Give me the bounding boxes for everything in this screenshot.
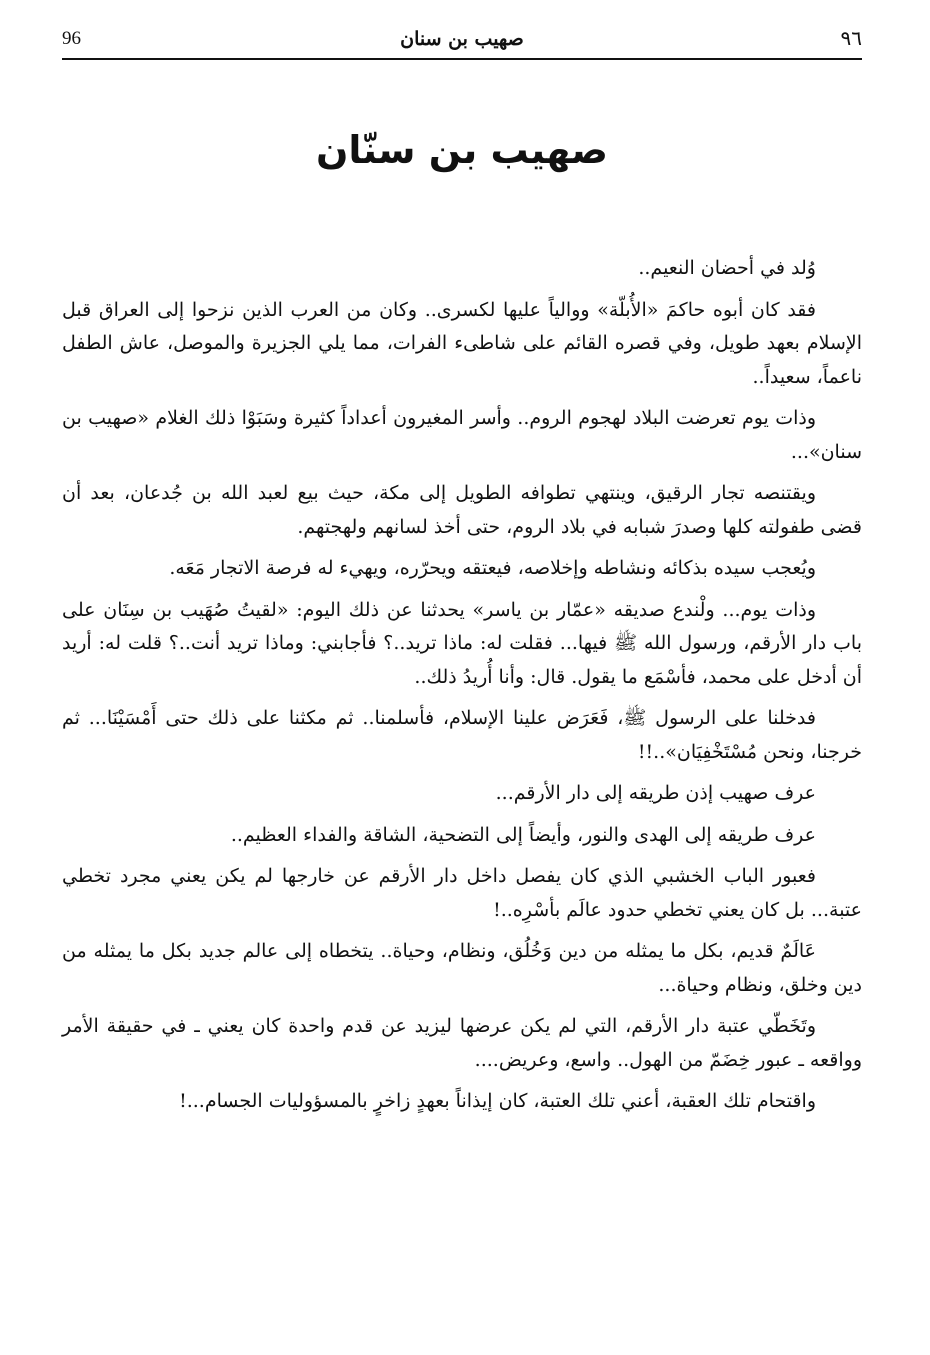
- paragraph: واقتحام تلك العقبة، أعني تلك العتبة، كان إيذاناً بعهدٍ زاخرٍ بالمسؤوليات الجسام...!: [179, 1090, 816, 1112]
- paragraph: وُلد في أحضان النعيم..: [638, 257, 816, 279]
- body-text: [62, 252, 862, 1127]
- paragraph: فقد كان أبوه حاكمَ «الأُبلّة» ووالياً عليها لكسرى.. وكان من العرب الذين نزحوا إلى العراق قبل الإسلام بعهد طويل، وفي قصره القائم على شاطىء الفرات، مما يلي الجزيرة والموصل، عاش الطفل ناعماً، سعيداً..: [62, 298, 862, 388]
- running-header: [62, 22, 862, 62]
- chapter-title: صهيب بن سنّان: [315, 128, 609, 172]
- paragraph: وتَخَطّي عتبة دار الأرقم، التي لم يكن عرضها ليزيد عن قدم واحدة كان يعني ـ في حقيقة الأمر وواقعه ـ عبور خِضَمّ من الهول.. واسع، وعريض....: [62, 1015, 862, 1071]
- paragraph: فدخلنا على الرسول ﷺ، فَعَرَض علينا الإسلام، فأسلمنا.. ثم مكثنا على ذلك حتى أَمْسَيْنَا... ثم خرجنا، ونحن مُسْتَخْفِيَان»..!!: [62, 707, 862, 763]
- running-title: صهيب بن سنان: [400, 28, 524, 50]
- paragraph: وذات يوم تعرضت البلاد لهجوم الروم.. وأسر المغيرون أعداداً كثيرة وسَبَوْا ذلك الغلام «صهيب بن سنان»...: [62, 407, 862, 463]
- page-number-arabic: ٩٦: [840, 26, 862, 50]
- paragraph: وذات يوم... ولْندع صديقه «عمّار بن ياسر» يحدثنا عن ذلك اليوم: «لقيتُ صُهَيب بن سِنَان على باب دار الأرقم، ورسول الله ﷺ فيها... فقلت له: ماذا تريد..؟ فأجابني: وماذا تريد أنت..؟ قلت له: أريد أن أدخل على محمد، فأسْمَع ما يقول. قال: وأنا أُريدُ ذلك..: [62, 598, 862, 688]
- paragraph: فعبور الباب الخشبي الذي كان يفصل داخل دار الأرقم عن خارجها لم يكن يعني مجرد تخطي عتبة... بل كان يعني تخطي حدود عالَم بأسْرِه..!: [62, 865, 862, 921]
- page-number-latin: 96: [62, 28, 81, 49]
- paragraph: عَالَمٌ قديم، بكل ما يمثله من دين وَخُلُق، ونظام، وحياة.. يتخطاه إلى عالم جديد بكل ما يمثله من دين وخلق، ونظام وحياة...: [62, 940, 862, 996]
- paragraph: عرف طريقه إلى الهدى والنور، وأيضاً إلى التضحية، الشاقة والفداء العظيم..: [230, 823, 816, 846]
- paragraph: ويقتنصه تجار الرقيق، وينتهي تطوافه الطويل إلى مكة، حيث بيع لعبد الله بن جُدعان، بعد أن قضى طفولته كلها وصدرَ شبابه في بلاد الروم، حتى أخذ لسانهم ولهجتهم.: [62, 482, 862, 538]
- paragraph: ويُعجب سيده بذكائه ونشاطه وإخلاصه، فيعتقه ويحرّره، ويهيء له فرصة الاتجار مَعَه.: [169, 557, 816, 579]
- header-rule: [62, 58, 862, 60]
- paragraph: عرف صهيب إذن طريقه إلى دار الأرقم...: [495, 782, 816, 804]
